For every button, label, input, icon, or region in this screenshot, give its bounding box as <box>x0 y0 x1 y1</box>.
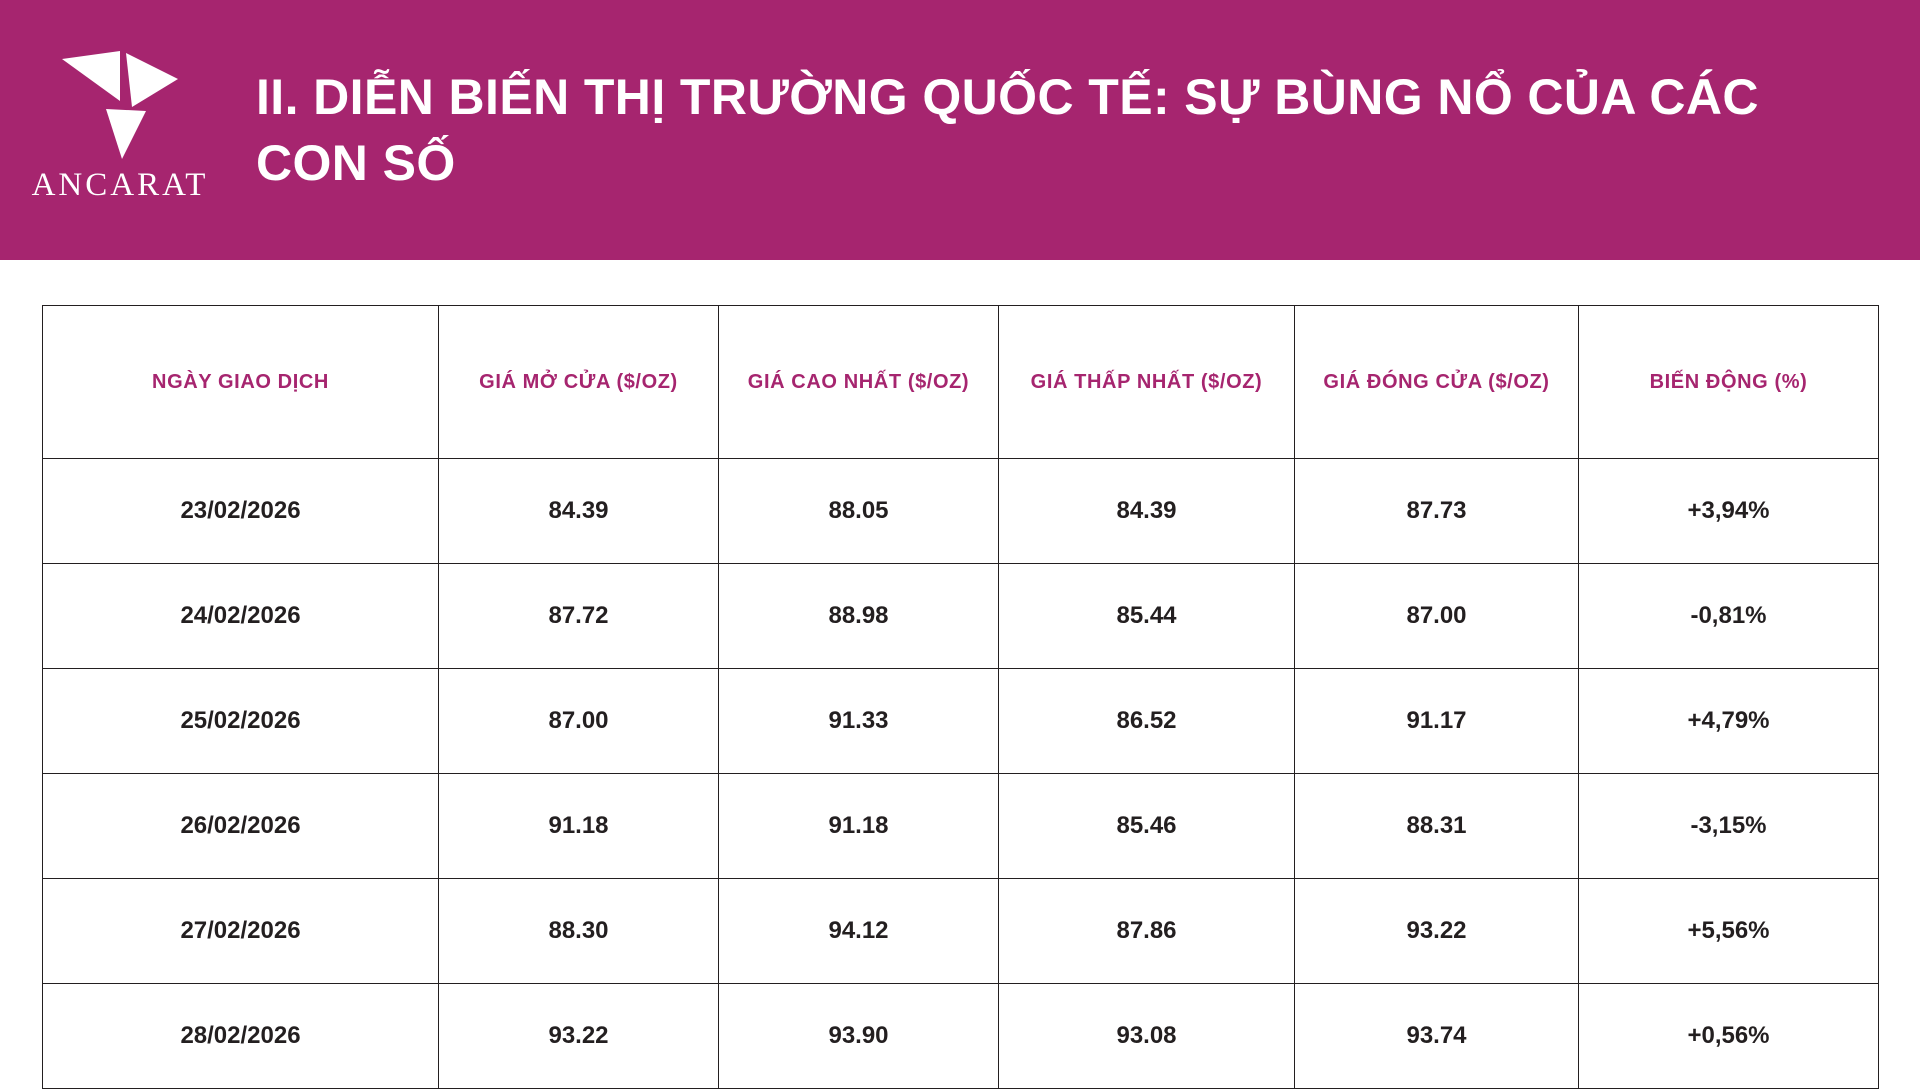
cell-high: 93.90 <box>719 984 999 1089</box>
cell-low: 93.08 <box>999 984 1295 1089</box>
column-header-open: GIÁ MỞ CỬA ($/OZ) <box>439 306 719 459</box>
table-row <box>43 669 1879 774</box>
cell-close: 91.17 <box>1295 669 1579 774</box>
cell-change: +0,56% <box>1579 984 1879 1089</box>
column-header-change: BIẾN ĐỘNG (%) <box>1579 306 1879 459</box>
table-header-row <box>43 306 1879 459</box>
table-row <box>43 564 1879 669</box>
brand-name: ANCARAT <box>31 166 209 203</box>
ancarat-diamond-logo-icon <box>54 49 186 161</box>
cell-high: 88.98 <box>719 564 999 669</box>
cell-date: 28/02/2026 <box>43 984 439 1089</box>
cell-close: 93.22 <box>1295 879 1579 984</box>
cell-open: 87.72 <box>439 564 719 669</box>
table-row <box>43 984 1879 1089</box>
cell-open: 93.22 <box>439 984 719 1089</box>
column-header-date: NGÀY GIAO DỊCH <box>43 306 439 459</box>
cell-open: 91.18 <box>439 774 719 879</box>
market-data-table <box>42 305 1879 1089</box>
table-row <box>43 879 1879 984</box>
cell-close: 87.00 <box>1295 564 1579 669</box>
cell-change: -3,15% <box>1579 774 1879 879</box>
cell-close: 87.73 <box>1295 459 1579 564</box>
page-header <box>0 0 1920 260</box>
table-row <box>43 774 1879 879</box>
cell-change: -0,81% <box>1579 564 1879 669</box>
cell-change: +3,94% <box>1579 459 1879 564</box>
cell-high: 91.33 <box>719 669 999 774</box>
cell-date: 25/02/2026 <box>43 669 439 774</box>
cell-low: 84.39 <box>999 459 1295 564</box>
cell-open: 87.00 <box>439 669 719 774</box>
cell-change: +5,56% <box>1579 879 1879 984</box>
cell-date: 27/02/2026 <box>43 879 439 984</box>
table-container <box>0 260 1920 1089</box>
cell-date: 23/02/2026 <box>43 459 439 564</box>
cell-high: 94.12 <box>719 879 999 984</box>
cell-low: 85.44 <box>999 564 1295 669</box>
cell-low: 86.52 <box>999 669 1295 774</box>
table-row <box>43 459 1879 564</box>
cell-high: 88.05 <box>719 459 999 564</box>
cell-low: 87.86 <box>999 879 1295 984</box>
brand-logo <box>20 49 220 212</box>
cell-close: 88.31 <box>1295 774 1579 879</box>
column-header-close: GIÁ ĐÓNG CỬA ($/OZ) <box>1295 306 1579 459</box>
page-title: II. DIỄN BIẾN THỊ TRƯỜNG QUỐC TẾ: SỰ BÙNG NỔ CỦA CÁC CON SỐ <box>256 69 1759 191</box>
cell-date: 26/02/2026 <box>43 774 439 879</box>
column-header-low: GIÁ THẤP NHẤT ($/OZ) <box>999 306 1295 459</box>
cell-date: 24/02/2026 <box>43 564 439 669</box>
cell-open: 84.39 <box>439 459 719 564</box>
cell-open: 88.30 <box>439 879 719 984</box>
column-header-high: GIÁ CAO NHẤT ($/OZ) <box>719 306 999 459</box>
cell-low: 85.46 <box>999 774 1295 879</box>
cell-high: 91.18 <box>719 774 999 879</box>
cell-close: 93.74 <box>1295 984 1579 1089</box>
cell-change: +4,79% <box>1579 669 1879 774</box>
